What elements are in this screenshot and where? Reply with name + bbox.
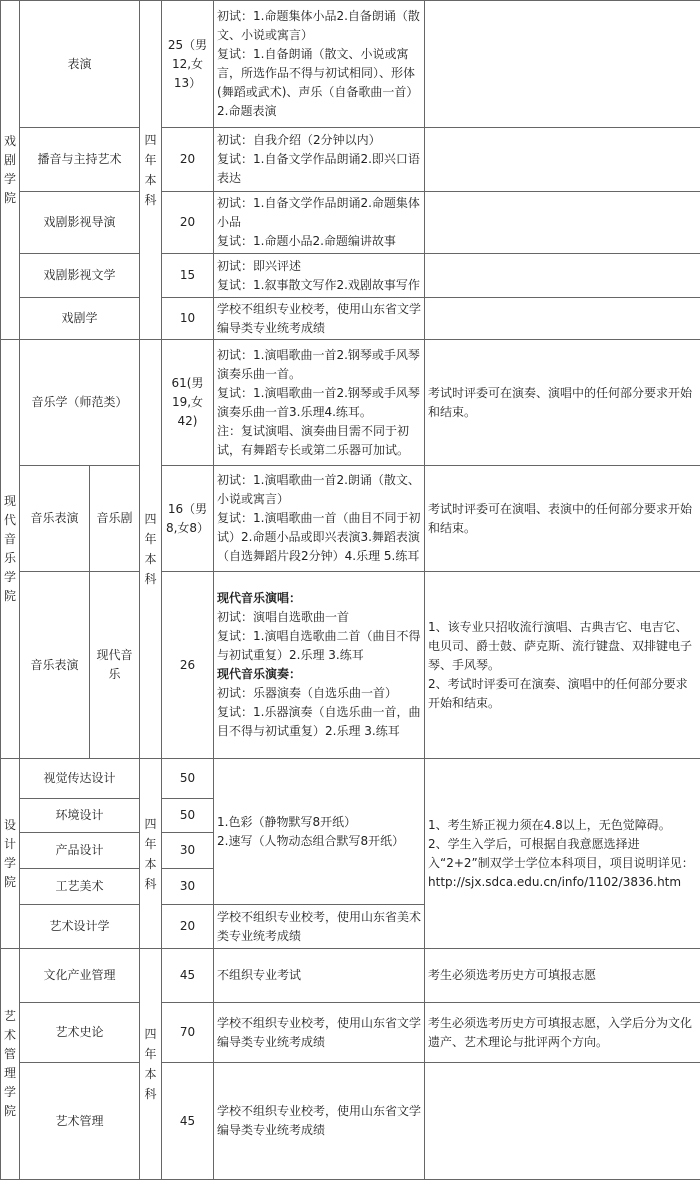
- exam-section-heading: 现代音乐演奏：: [217, 665, 421, 684]
- exam-cell: 初试：1.演唱歌曲一首2.朗诵（散文、小说或寓言） 复试：1.演唱歌曲一首（曲目不同于初试）2.命题小品或即兴表演3.舞蹈表演（自选舞蹈片段2分钟）4.乐理 5.练耳: [214, 466, 425, 572]
- major-cell: 工艺美术: [20, 869, 140, 905]
- exam-cell: 学校不组织专业校考，使用山东省文学编导类专业统考成绩: [214, 298, 425, 340]
- table-row: [1, 572, 700, 759]
- plan-cell: 26: [162, 572, 214, 759]
- plan-cell: 45: [162, 949, 214, 1003]
- note-cell: 1、该专业只招收流行演唱、古典吉它、电吉它、电贝司、爵士鼓、萨克斯、流行键盘、双排键电子琴、手风琴。 2、考试时评委可在演奏、演唱中的任何部分要求开始和结束。: [425, 572, 700, 759]
- table-row: [1, 128, 700, 192]
- table-row: [1, 298, 700, 340]
- plan-cell: 20: [162, 128, 214, 192]
- exam-cell: 初试：1.自备文学作品朗诵2.命题集体小品 复试：1.命题小品2.命题编讲故事: [214, 192, 425, 254]
- exam-cell: 学校不组织专业校考，使用山东省美术类专业统考成绩: [214, 905, 425, 949]
- exam-cell: 初试：自我介绍（2分钟以内） 复试：1.自备文学作品朗诵2.即兴口语表达: [214, 128, 425, 192]
- plan-cell: 30: [162, 833, 214, 869]
- note-cell: 考试时评委可在演奏、演唱中的任何部分要求开始和结束。: [425, 340, 700, 466]
- duration-cell: 四年本科: [140, 1, 162, 340]
- exam-cell: 不组织专业考试: [214, 949, 425, 1003]
- major-cell: 视觉传达设计: [20, 759, 140, 799]
- table-row: [1, 759, 700, 799]
- major-cell: 环境设计: [20, 799, 140, 833]
- note-cell: 1、考生矫正视力须在4.8以上，无色觉障碍。 2、学生入学后，可根据自我意愿选择进入“2+2”制双学士学位本科项目，项目说明详见：http://sjx.sdca.edu.cn/info/1102/3836.htm: [425, 759, 700, 949]
- duration-cell: 四年本科: [140, 949, 162, 1180]
- major-cell: 艺术史论: [20, 1003, 140, 1063]
- college-cell-music: 现代音乐学院: [1, 340, 20, 759]
- major-cell: 音乐学（师范类）: [20, 340, 140, 466]
- exam-cell: 初试：1.演唱歌曲一首2.钢琴或手风琴演奏乐曲一首。 复试：1.演唱歌曲一首2.钢琴或手风琴演奏乐曲一首3.乐理4.练耳。 注：复试演唱、演奏曲目需不同于初试，有舞蹈专长或第二乐器可加试。: [214, 340, 425, 466]
- major-cell: 艺术设计学: [20, 905, 140, 949]
- major-cell: 戏剧影视文学: [20, 254, 140, 298]
- plan-cell: 45: [162, 1063, 214, 1180]
- plan-cell: 70: [162, 1003, 214, 1063]
- plan-cell: 10: [162, 298, 214, 340]
- note-cell: [425, 298, 700, 340]
- table-row: [1, 949, 700, 1003]
- plan-cell: 50: [162, 759, 214, 799]
- note-cell: 考试时评委可在演唱、表演中的任何部分要求开始和结束。: [425, 466, 700, 572]
- major-cell: 产品设计: [20, 833, 140, 869]
- plan-cell: 15: [162, 254, 214, 298]
- table-row: [1, 192, 700, 254]
- table-row: [1, 1003, 700, 1063]
- plan-cell: 16（男8,女8）: [162, 466, 214, 572]
- major-cell: 音乐表演: [20, 572, 90, 759]
- major-cell: 播音与主持艺术: [20, 128, 140, 192]
- note-cell: [425, 254, 700, 298]
- table-row: [1, 1, 700, 128]
- plan-cell: 20: [162, 192, 214, 254]
- note-cell: 考生必须选考历史方可填报志愿: [425, 949, 700, 1003]
- note-cell: 考生必须选考历史方可填报志愿，入学后分为文化遗产、艺术理论与批评两个方向。: [425, 1003, 700, 1063]
- major-cell: 文化产业管理: [20, 949, 140, 1003]
- college-cell-theater: 戏剧学院: [1, 1, 20, 340]
- exam-cell: 初试：1.命题集体小品2.自备朗诵（散文、小说或寓言） 复试：1.自备朗诵（散文、小说或寓言，所选作品不得与初试相同）、形体(舞蹈或武术)、声乐（自备歌曲一首）2.命题表演: [214, 1, 425, 128]
- college-cell-design: 设计学院: [1, 759, 20, 949]
- duration-cell: 四年本科: [140, 759, 162, 949]
- plan-cell: 61(男19,女42): [162, 340, 214, 466]
- plan-cell: 50: [162, 799, 214, 833]
- major-cell: 音乐表演: [20, 466, 90, 572]
- plan-cell: 30: [162, 869, 214, 905]
- plan-cell: 20: [162, 905, 214, 949]
- college-cell-management: 艺术管理学院: [1, 949, 20, 1180]
- table-row: [1, 1063, 700, 1180]
- major-cell: 戏剧影视导演: [20, 192, 140, 254]
- direction-cell: 现代音乐: [90, 572, 140, 759]
- table-row: [1, 466, 700, 572]
- note-cell: [425, 192, 700, 254]
- note-cell: [425, 1, 700, 128]
- major-cell: 艺术管理: [20, 1063, 140, 1180]
- table-row: [1, 254, 700, 298]
- direction-cell: 音乐剧: [90, 466, 140, 572]
- plan-cell: 25（男12,女13）: [162, 1, 214, 128]
- table-row: [1, 340, 700, 466]
- exam-cell: 1.色彩（静物默写8开纸） 2.速写（人物动态组合默写8开纸）: [214, 759, 425, 905]
- note-cell: [425, 1063, 700, 1180]
- exam-cell: 现代音乐演唱： 初试：演唱自选歌曲一首 复试：1.演唱自选歌曲二首（曲目不得与初试重复）2.乐理 3.练耳 现代音乐演奏： 初试：乐器演奏（自选乐曲一首） 复试：1.乐器演奏（自选乐曲一首，曲目不得与初试重复）2.乐理 3.练耳: [214, 572, 425, 759]
- major-cell: 戏剧学: [20, 298, 140, 340]
- note-cell: [425, 128, 700, 192]
- exam-cell: 初试：即兴评述 复试：1.叙事散文写作2.戏剧故事写作: [214, 254, 425, 298]
- major-cell: 表演: [20, 1, 140, 128]
- exam-cell: 学校不组织专业校考，使用山东省文学编导类专业统考成绩: [214, 1003, 425, 1063]
- exam-cell: 学校不组织专业校考，使用山东省文学编导类专业统考成绩: [214, 1063, 425, 1180]
- duration-cell: 四年本科: [140, 340, 162, 759]
- exam-section-heading: 现代音乐演唱：: [217, 589, 421, 608]
